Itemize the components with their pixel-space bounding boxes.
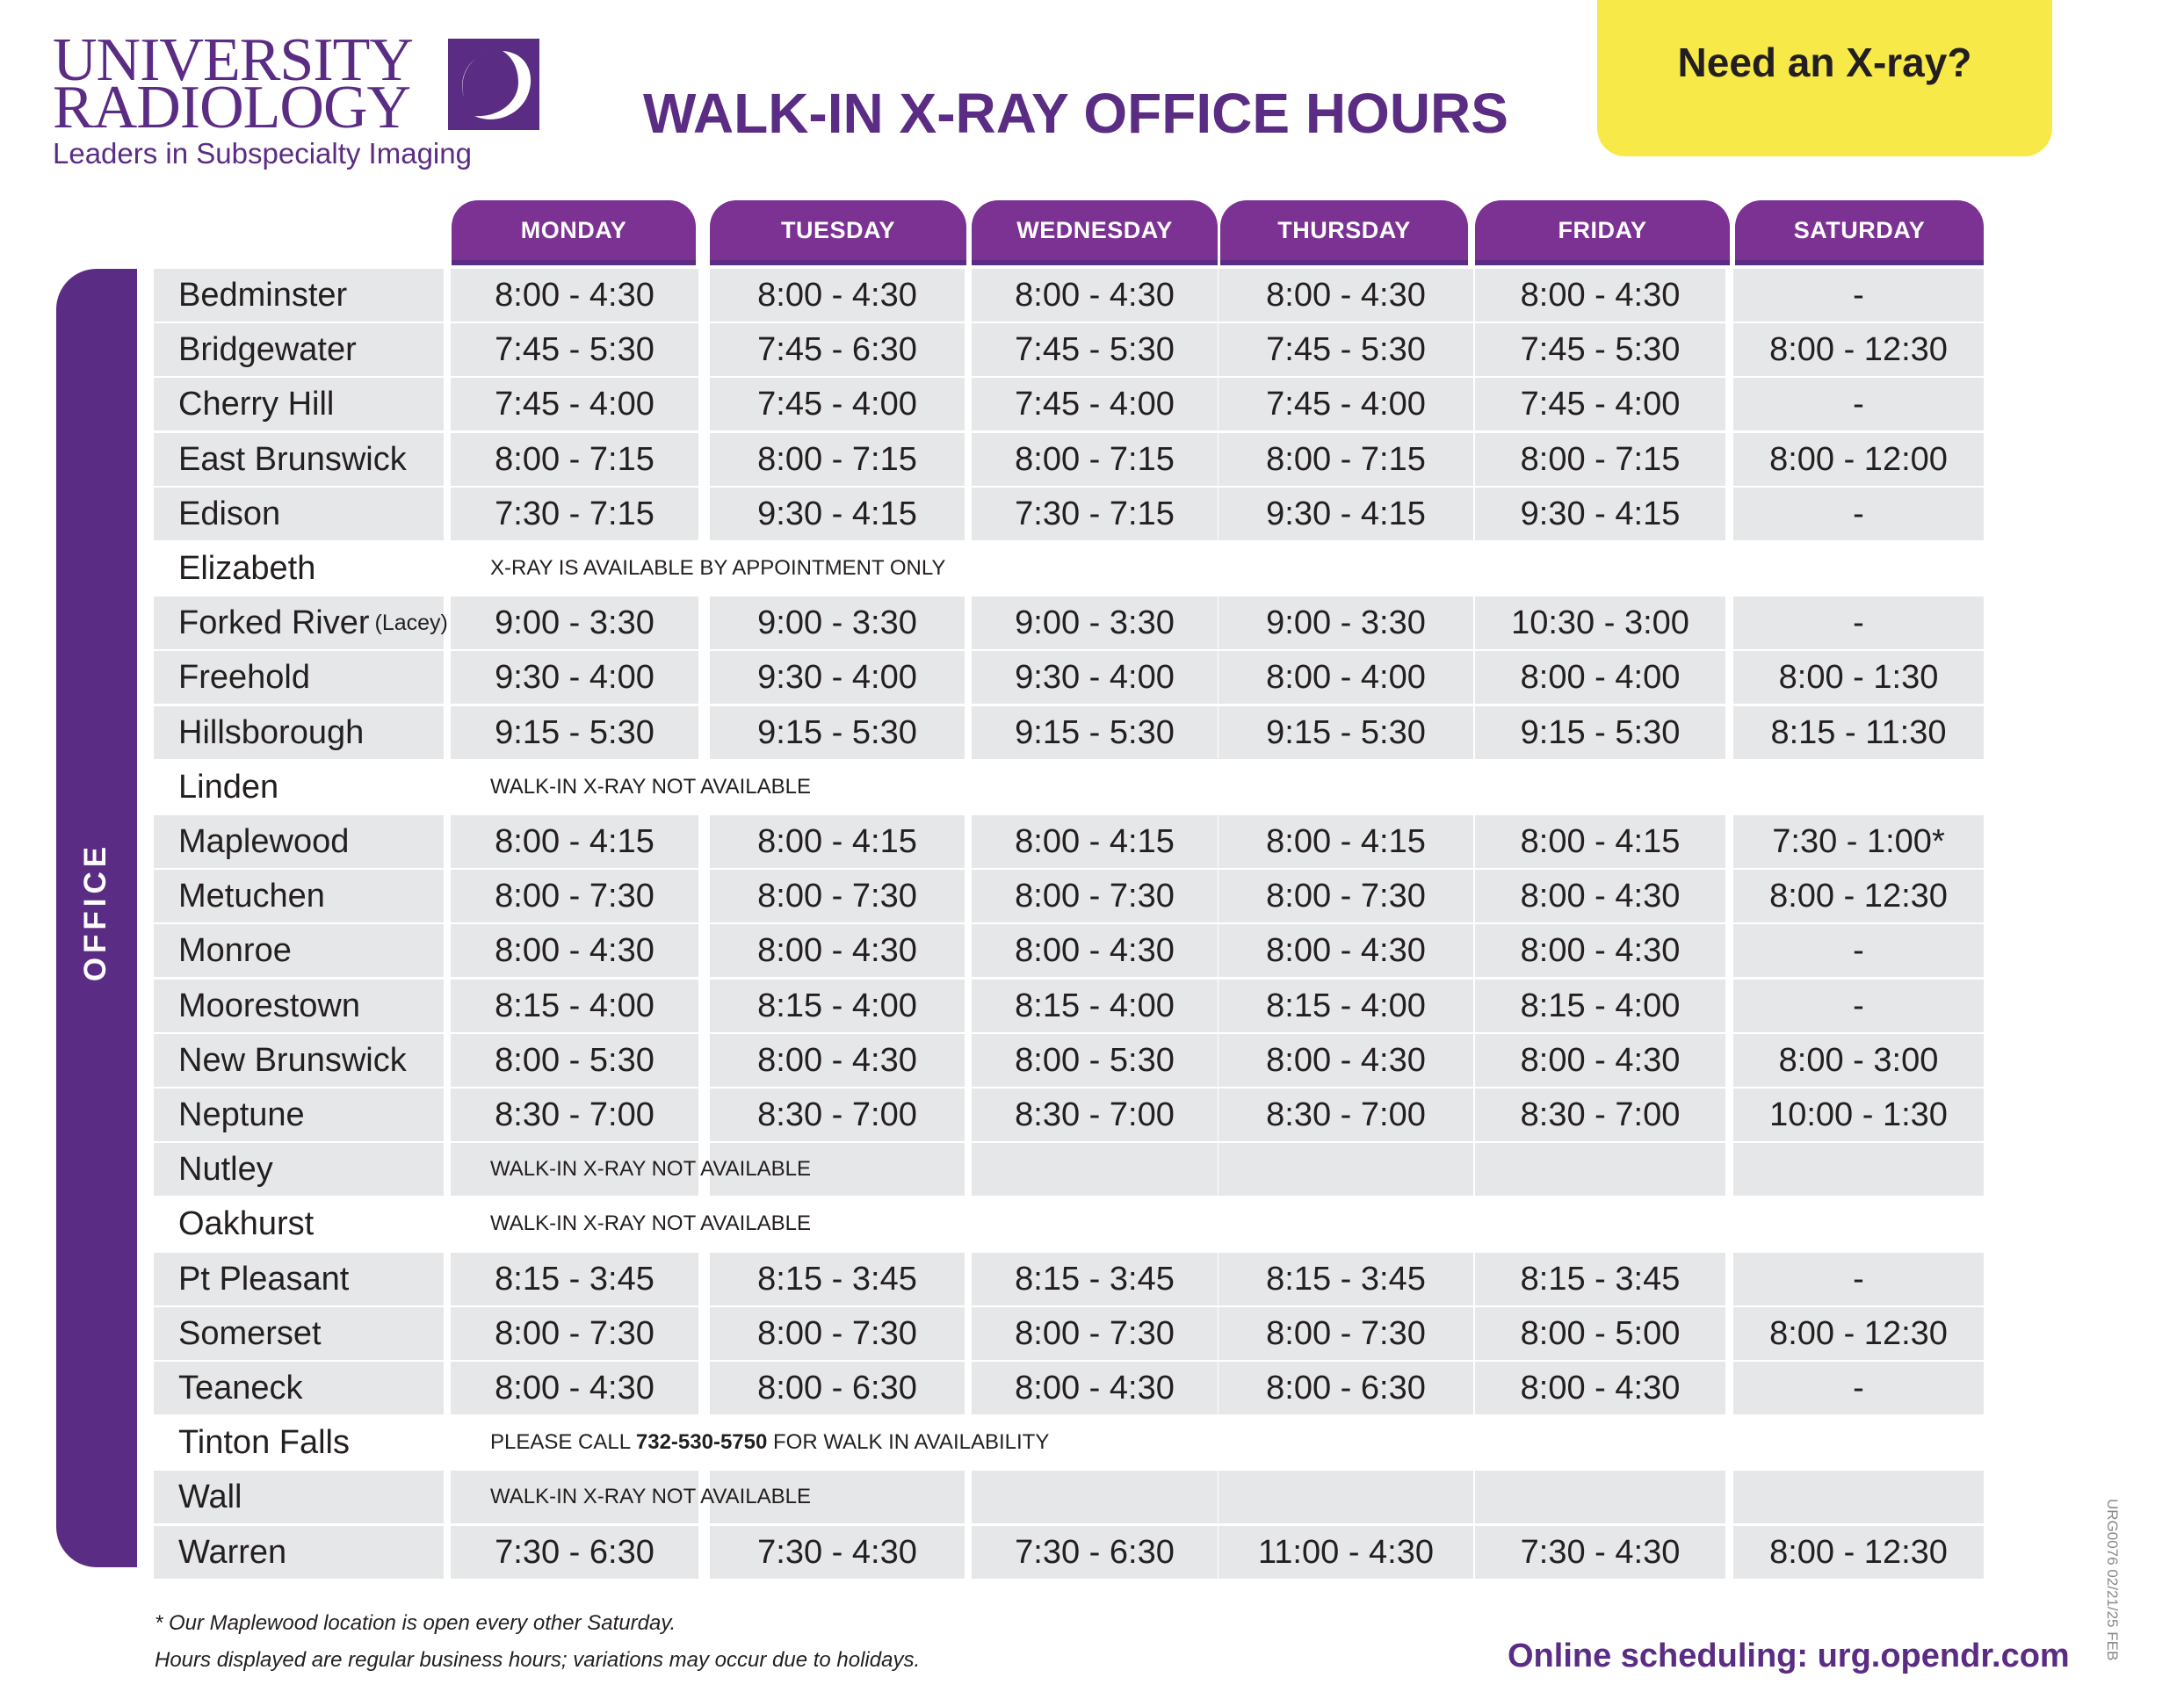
office-name-text: Forked River [178,604,370,641]
hours-cell-wednesday: 7:30 - 6:30 [972,1526,1218,1579]
hours-cell-monday: 8:00 - 4:15 [451,815,698,868]
hours-cell-monday: 8:00 - 4:30 [451,269,698,322]
page-title: WALK-IN X-RAY OFFICE HOURS [643,82,1508,145]
hours-cell-friday: 8:00 - 4:30 [1475,1362,1725,1414]
office-name [154,1471,444,1523]
hours-cell-tuesday: 8:00 - 4:30 [710,924,965,977]
office-name [154,1253,444,1305]
office-name-text: Elizabeth [178,549,316,587]
availability-note [490,542,945,595]
day-header-monday: MONDAY [452,200,696,260]
day-header-saturday: SATURDAY [1735,200,1984,260]
hours-cell-saturday: 7:30 - 1:00* [1733,815,1984,868]
callout-text: Need an X-ray? [1677,40,1972,85]
online-scheduling-link[interactable]: Online scheduling: urg.opendr.com [1508,1638,2070,1674]
office-name-text: Pt Pleasant [178,1260,350,1298]
hours-cell-wednesday: 8:00 - 4:15 [972,815,1218,868]
hours-cell-thursday: 8:00 - 7:15 [1219,433,1473,486]
hours-cell-tuesday: 8:00 - 6:30 [710,1362,965,1414]
empty-cell [1219,1471,1473,1523]
table-row [154,269,1990,322]
office-name-text: Tinton Falls [178,1423,350,1461]
note-text: X-RAY IS AVAILABLE BY APPOINTMENT ONLY [490,556,946,580]
hours-cell-friday: 8:00 - 4:00 [1475,651,1725,704]
hours-cell-monday: 8:00 - 5:30 [451,1034,698,1087]
hours-cell-saturday: - [1733,1362,1984,1414]
hours-cell-wednesday: 8:00 - 7:30 [972,1307,1218,1360]
hours-cell-wednesday: 8:15 - 3:45 [972,1253,1218,1305]
hours-cell-wednesday: 8:00 - 4:30 [972,924,1218,977]
logo-name-line1: UNIVERSITY [53,26,413,94]
hours-cell-monday: 9:30 - 4:00 [451,651,698,704]
table-row [154,488,1990,540]
hours-cell-saturday: 8:00 - 1:30 [1733,651,1984,704]
hours-cell-friday: 7:45 - 5:30 [1475,323,1725,376]
hours-cell-tuesday: 8:15 - 3:45 [710,1253,965,1305]
office-name [154,488,444,540]
hours-cell-saturday: 8:00 - 12:00 [1733,433,1984,486]
table-row [154,1034,1990,1087]
note-text: WALK-IN X-RAY NOT AVAILABLE [490,1485,812,1508]
hours-cell-wednesday: 7:45 - 4:00 [972,378,1218,430]
office-name-text: Teaneck [178,1369,303,1407]
office-name-text: Linden [178,768,279,806]
table-row [154,1253,1990,1305]
office-name [154,542,444,595]
table-row [154,323,1990,376]
hours-cell-friday: 7:45 - 4:00 [1475,378,1725,430]
day-header-thursday: THURSDAY [1220,200,1468,260]
hours-cell-thursday: 7:45 - 4:00 [1219,378,1473,430]
day-header-friday: FRIDAY [1475,200,1730,260]
table-row [154,1416,1990,1469]
office-name-text: Somerset [178,1314,322,1352]
hours-cell-friday: 7:30 - 4:30 [1475,1526,1725,1579]
office-name [154,1088,444,1141]
office-name [154,761,444,814]
hours-cell-thursday: 8:15 - 4:00 [1219,980,1473,1032]
hours-cell-monday: 8:30 - 7:00 [451,1088,698,1141]
hours-cell-wednesday: 8:30 - 7:00 [972,1088,1218,1141]
hours-cell-thursday: 8:15 - 3:45 [1219,1253,1473,1305]
hours-cell-tuesday: 8:30 - 7:00 [710,1088,965,1141]
office-name [154,378,444,430]
office-name-text: Oakhurst [178,1204,315,1242]
hours-cell-saturday: - [1733,924,1984,977]
note-text: WALK-IN X-RAY NOT AVAILABLE [490,1211,812,1235]
availability-note [490,1197,811,1250]
empty-cell [972,1471,1218,1523]
table-row [154,870,1990,922]
office-name [154,1362,444,1414]
hours-cell-friday: 8:00 - 5:00 [1475,1307,1725,1360]
hours-cell-wednesday: 8:00 - 4:30 [972,269,1218,322]
hours-cell-saturday: - [1733,269,1984,322]
hours-cell-thursday: 8:00 - 7:30 [1219,870,1473,922]
hours-cell-tuesday: 9:15 - 5:30 [710,706,965,759]
table-row [154,1526,1990,1579]
hours-cell-wednesday: 8:00 - 7:30 [972,870,1218,922]
hours-cell-saturday: 10:00 - 1:30 [1733,1088,1984,1141]
hours-cell-wednesday: 9:15 - 5:30 [972,706,1218,759]
office-name-text: Moorestown [178,987,360,1024]
empty-cell [1733,1471,1984,1523]
office-name-text: Hillsborough [178,713,365,751]
hours-cell-saturday: 8:00 - 3:00 [1733,1034,1984,1087]
office-name [154,597,448,649]
hours-cell-monday: 7:45 - 5:30 [451,323,698,376]
hours-cell-tuesday: 8:00 - 4:30 [710,269,965,322]
hours-cell-monday: 9:15 - 5:30 [451,706,698,759]
hours-cell-friday: 10:30 - 3:00 [1475,597,1725,649]
empty-cell [1219,1143,1473,1196]
hours-cell-wednesday: 8:00 - 4:30 [972,1362,1218,1414]
hours-cell-tuesday: 9:30 - 4:15 [710,488,965,540]
footnote-holidays: Hours displayed are regular business hours; variations may occur due to holidays. [155,1648,921,1672]
availability-note [490,1416,1049,1469]
office-name-text: East Brunswick [178,440,407,478]
hours-cell-monday: 8:15 - 3:45 [451,1253,698,1305]
office-name-text: Maplewood [178,822,350,860]
hours-cell-saturday: - [1733,378,1984,430]
empty-cell [1733,1143,1984,1196]
hours-cell-wednesday: 8:00 - 5:30 [972,1034,1218,1087]
hours-cell-thursday: 8:00 - 6:30 [1219,1362,1473,1414]
hours-cell-wednesday: 7:30 - 7:15 [972,488,1218,540]
hours-cell-friday: 9:15 - 5:30 [1475,706,1725,759]
office-name [154,870,444,922]
hours-cell-thursday: 8:00 - 4:30 [1219,269,1473,322]
hours-cell-monday: 7:30 - 6:30 [451,1526,698,1579]
office-name [154,269,444,322]
empty-cell [972,1143,1218,1196]
hours-cell-thursday: 8:00 - 4:30 [1219,924,1473,977]
office-name [154,706,444,759]
hours-cell-wednesday: 7:45 - 5:30 [972,323,1218,376]
hours-cell-thursday: 8:00 - 7:30 [1219,1307,1473,1360]
office-name [154,924,444,977]
hours-cell-tuesday: 7:45 - 4:00 [710,378,965,430]
hours-cell-monday: 8:00 - 7:30 [451,1307,698,1360]
table-row [154,651,1990,704]
day-header-tuesday: TUESDAY [710,200,966,260]
hours-cell-wednesday: 8:00 - 7:15 [972,433,1218,486]
office-name-text: Edison [178,495,281,532]
hours-cell-thursday: 7:45 - 5:30 [1219,323,1473,376]
logo-tagline: Leaders in Subspecialty Imaging [53,137,472,170]
office-name [154,651,444,704]
hours-cell-saturday: 8:00 - 12:30 [1733,870,1984,922]
hours-cell-wednesday: 9:00 - 3:30 [972,597,1218,649]
hours-cell-tuesday: 8:00 - 7:30 [710,870,965,922]
office-name [154,1416,444,1469]
office-name-text: Bridgewater [178,330,357,368]
logo-name-line2: RADIOLOGY [53,74,411,141]
hours-cell-monday: 8:00 - 4:30 [451,924,698,977]
hours-cell-tuesday: 7:45 - 6:30 [710,323,965,376]
phone-number[interactable]: 732-530-5750 [635,1430,768,1454]
table-row [154,1362,1990,1414]
hours-cell-monday: 7:45 - 4:00 [451,378,698,430]
hours-cell-friday: 8:00 - 7:15 [1475,433,1725,486]
office-name-sub: (Lacey) [374,610,448,635]
university-radiology-logo [51,26,543,181]
hours-cell-wednesday: 8:15 - 4:00 [972,980,1218,1032]
hours-cell-friday: 9:30 - 4:15 [1475,488,1725,540]
hours-cell-tuesday: 8:15 - 4:00 [710,980,965,1032]
empty-cell [1475,1143,1725,1196]
hours-cell-friday: 8:00 - 4:15 [1475,815,1725,868]
table-row [154,378,1990,430]
hours-cell-monday: 8:15 - 4:00 [451,980,698,1032]
hours-cell-monday: 7:30 - 7:15 [451,488,698,540]
office-name [154,980,444,1032]
table-row [154,980,1990,1032]
office-name-text: New Brunswick [178,1041,407,1079]
table-row [154,597,1990,649]
hours-cell-friday: 8:00 - 4:30 [1475,924,1725,977]
hours-cell-saturday: - [1733,1253,1984,1305]
office-name-text: Cherry Hill [178,385,335,423]
office-name [154,1307,444,1360]
availability-note [490,1471,811,1523]
office-name [154,323,444,376]
hours-cell-monday: 8:00 - 4:30 [451,1362,698,1414]
office-name-text: Wall [178,1478,242,1515]
hours-cell-tuesday: 8:00 - 4:15 [710,815,965,868]
hours-cell-thursday: 9:00 - 3:30 [1219,597,1473,649]
office-name-text: Bedminster [178,276,348,314]
table-row [154,1471,1990,1523]
office-name [154,1197,444,1250]
hours-cell-saturday: 8:00 - 12:30 [1733,1307,1984,1360]
office-name-text: Monroe [178,931,292,969]
office-name [154,1143,444,1196]
office-name-text: Neptune [178,1096,305,1133]
table-row [154,815,1990,868]
hours-cell-friday: 8:15 - 3:45 [1475,1253,1725,1305]
hours-cell-monday: 9:00 - 3:30 [451,597,698,649]
day-header-wednesday: WEDNESDAY [972,200,1218,260]
note-text: PLEASE CALL [490,1430,636,1454]
note-text: WALK-IN X-RAY NOT AVAILABLE [490,775,812,799]
document-code: URG0076 02/21/25 FEB [2104,1499,2121,1661]
office-name-text: Freehold [178,658,310,696]
hours-cell-friday: 8:00 - 4:30 [1475,269,1725,322]
hours-cell-tuesday: 8:00 - 4:30 [710,1034,965,1087]
hours-cell-thursday: 11:00 - 4:30 [1219,1526,1473,1579]
hours-cell-tuesday: 9:30 - 4:00 [710,651,965,704]
hours-cell-saturday: 8:15 - 11:30 [1733,706,1984,759]
xray-callout [1597,0,2052,156]
hours-cell-saturday: - [1733,980,1984,1032]
hours-cell-tuesday: 9:00 - 3:30 [710,597,965,649]
table-row [154,542,1990,595]
hours-cell-wednesday: 9:30 - 4:00 [972,651,1218,704]
note-text-after: FOR WALK IN AVAILABILITY [767,1430,1050,1454]
footnote-maplewood: * Our Maplewood location is open every other Saturday. [155,1611,676,1635]
hours-cell-friday: 8:15 - 4:00 [1475,980,1725,1032]
office-sidebar [56,269,137,1567]
office-name [154,1034,444,1087]
empty-cell [1475,1471,1725,1523]
hours-cell-saturday: 8:00 - 12:30 [1733,323,1984,376]
table-row [154,433,1990,486]
table-row [154,706,1990,759]
hours-cell-thursday: 8:30 - 7:00 [1219,1088,1473,1141]
hours-cell-tuesday: 7:30 - 4:30 [710,1526,965,1579]
office-name-text: Metuchen [178,877,325,915]
hours-cell-tuesday: 8:00 - 7:30 [710,1307,965,1360]
hours-cell-friday: 8:00 - 4:30 [1475,1034,1725,1087]
hours-cell-saturday: - [1733,488,1984,540]
table-row [154,924,1990,977]
table-row [154,1307,1990,1360]
availability-note [490,761,811,814]
hours-cell-thursday: 8:00 - 4:30 [1219,1034,1473,1087]
table-row [154,761,1990,814]
availability-note [490,1143,811,1196]
office-name [154,815,444,868]
table-row [154,1197,1990,1250]
note-text: WALK-IN X-RAY NOT AVAILABLE [490,1157,812,1181]
table-row [154,1088,1990,1141]
office-label: OFFICE [78,842,112,982]
office-name [154,1526,444,1579]
office-name-text: Nutley [178,1150,273,1188]
hours-cell-friday: 8:30 - 7:00 [1475,1088,1725,1141]
hours-cell-thursday: 9:30 - 4:15 [1219,488,1473,540]
office-name [154,433,444,486]
hours-cell-tuesday: 8:00 - 7:15 [710,433,965,486]
hours-cell-monday: 8:00 - 7:15 [451,433,698,486]
table-row [154,1143,1990,1196]
logo-mark-icon [448,39,539,130]
hours-cell-thursday: 8:00 - 4:00 [1219,651,1473,704]
hours-cell-thursday: 9:15 - 5:30 [1219,706,1473,759]
hours-cell-monday: 8:00 - 7:30 [451,870,698,922]
hours-cell-friday: 8:00 - 4:30 [1475,870,1725,922]
hours-cell-saturday: 8:00 - 12:30 [1733,1526,1984,1579]
hours-cell-saturday: - [1733,597,1984,649]
hours-cell-thursday: 8:00 - 4:15 [1219,815,1473,868]
office-name-text: Warren [178,1533,287,1571]
